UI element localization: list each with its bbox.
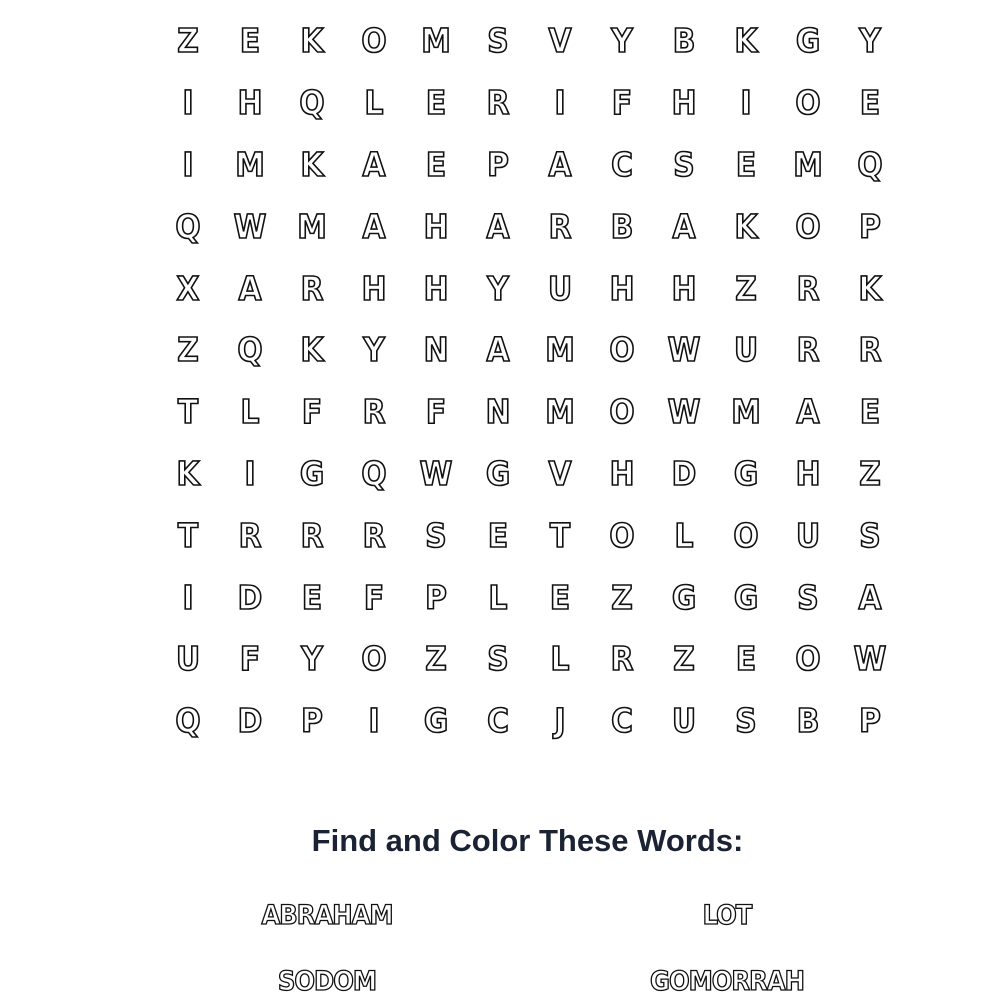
grid-letter[interactable]: O xyxy=(733,515,759,555)
grid-letter[interactable]: G xyxy=(671,577,697,617)
grid-letter[interactable]: W xyxy=(419,453,453,493)
grid-letter[interactable]: L xyxy=(240,392,260,432)
grid-letter[interactable]: Q xyxy=(175,701,201,741)
grid-letter[interactable]: H xyxy=(795,453,821,493)
word-gomorrah: GOMORRAH xyxy=(650,966,804,997)
grid-letter[interactable]: S xyxy=(797,577,819,617)
grid-letter[interactable]: E xyxy=(735,639,757,679)
grid-letter[interactable]: W xyxy=(667,392,701,432)
grid-letter[interactable]: R xyxy=(610,639,634,679)
grid-letter[interactable]: G xyxy=(485,453,511,493)
grid-letter[interactable]: T xyxy=(177,515,199,555)
grid-letter[interactable]: I xyxy=(740,83,752,123)
grid-letter[interactable]: N xyxy=(485,392,511,432)
grid-letter[interactable]: Z xyxy=(611,577,633,617)
grid-letter[interactable]: L xyxy=(364,83,384,123)
grid-letter[interactable]: E xyxy=(487,515,509,555)
grid-letter[interactable]: G xyxy=(733,577,759,617)
grid-letter[interactable]: S xyxy=(735,701,757,741)
grid-letter[interactable]: G xyxy=(299,453,325,493)
grid-letter[interactable]: R xyxy=(858,330,882,370)
grid-letter[interactable]: H xyxy=(671,83,697,123)
grid-letter[interactable]: R xyxy=(300,268,324,308)
grid-letter[interactable]: M xyxy=(297,206,327,246)
grid-letter[interactable]: O xyxy=(609,392,635,432)
grid-letter[interactable]: E xyxy=(301,577,323,617)
grid-letter[interactable]: I xyxy=(244,453,256,493)
grid-letter[interactable]: Z xyxy=(177,21,199,61)
grid-letter[interactable]: P xyxy=(859,206,881,246)
grid-letter[interactable]: H xyxy=(423,268,449,308)
grid-letter[interactable]: C xyxy=(487,701,509,741)
grid-letter[interactable]: Z xyxy=(859,453,881,493)
grid-letter[interactable]: Q xyxy=(237,330,263,370)
grid-letter[interactable]: B xyxy=(672,21,696,61)
grid-letter[interactable]: A xyxy=(858,577,882,617)
grid-letter[interactable]: K xyxy=(300,21,324,61)
grid-letter[interactable]: U xyxy=(547,268,573,308)
grid-letter[interactable]: E xyxy=(549,577,571,617)
grid-letter[interactable]: D xyxy=(237,577,263,617)
grid-letter[interactable]: V xyxy=(548,453,572,493)
grid-letter[interactable]: E xyxy=(239,21,261,61)
grid-letter[interactable]: O xyxy=(609,515,635,555)
grid-letter[interactable]: B xyxy=(610,206,634,246)
grid-letter[interactable]: I xyxy=(182,83,194,123)
grid-letter[interactable]: Z xyxy=(177,330,199,370)
grid-letter[interactable]: A xyxy=(486,206,510,246)
grid-letter[interactable]: A xyxy=(796,392,820,432)
grid-letter[interactable]: R xyxy=(486,83,510,123)
grid-letter[interactable]: K xyxy=(734,21,758,61)
grid-letter[interactable]: S xyxy=(487,21,509,61)
grid-letter[interactable]: F xyxy=(239,639,261,679)
word-abraham: ABRAHAM xyxy=(261,900,393,931)
grid-letter[interactable]: V xyxy=(548,21,572,61)
grid-letter[interactable]: F xyxy=(425,392,447,432)
grid-letter[interactable]: Z xyxy=(673,639,695,679)
grid-letter[interactable]: G xyxy=(733,453,759,493)
grid-letter[interactable]: B xyxy=(796,701,820,741)
grid-letter[interactable]: A xyxy=(238,268,262,308)
grid-letter[interactable]: A xyxy=(548,144,572,184)
grid-letter[interactable]: O xyxy=(795,639,821,679)
grid-letter[interactable]: M xyxy=(731,392,761,432)
grid-letter[interactable]: A xyxy=(672,206,696,246)
grid-letter[interactable]: P xyxy=(859,701,881,741)
grid-letter[interactable]: H xyxy=(237,83,263,123)
grid-letter[interactable]: P xyxy=(425,577,447,617)
grid-letter[interactable]: A xyxy=(362,144,386,184)
grid-letter[interactable]: H xyxy=(609,268,635,308)
grid-letter[interactable]: U xyxy=(671,701,697,741)
grid-letter[interactable]: K xyxy=(300,144,324,184)
word-lot: LOT xyxy=(702,900,752,931)
grid-letter[interactable]: L xyxy=(674,515,694,555)
grid-letter[interactable]: T xyxy=(177,392,199,432)
grid-letter[interactable]: K xyxy=(300,330,324,370)
grid-letter[interactable]: Y xyxy=(611,21,633,61)
grid-letter[interactable]: F xyxy=(301,392,323,432)
grid-letter[interactable]: E xyxy=(859,83,881,123)
grid-letter[interactable]: X xyxy=(176,268,200,308)
grid-letter[interactable]: P xyxy=(487,144,509,184)
grid-letter[interactable]: J xyxy=(554,701,566,741)
grid-letter[interactable]: W xyxy=(233,206,267,246)
grid-letter[interactable]: S xyxy=(859,515,881,555)
grid-letter[interactable]: M xyxy=(793,144,823,184)
grid-letter[interactable]: Y xyxy=(487,268,509,308)
grid-letter[interactable]: F xyxy=(363,577,385,617)
grid-letter[interactable]: Q xyxy=(175,206,201,246)
grid-letter[interactable]: Q xyxy=(299,83,325,123)
grid-letter[interactable]: C xyxy=(611,144,633,184)
grid-letter[interactable]: O xyxy=(795,206,821,246)
grid-letter[interactable]: H xyxy=(609,453,635,493)
grid-letter[interactable]: O xyxy=(795,83,821,123)
grid-letter[interactable]: N xyxy=(423,330,449,370)
grid-letter[interactable]: T xyxy=(549,515,571,555)
grid-letter[interactable]: R xyxy=(238,515,262,555)
word-sodom: SODOM xyxy=(277,966,377,997)
grid-letter[interactable]: U xyxy=(795,515,821,555)
grid-letter[interactable]: O xyxy=(361,639,387,679)
grid-letter[interactable]: D xyxy=(237,701,263,741)
grid-letter[interactable]: H xyxy=(361,268,387,308)
grid-letter[interactable]: R xyxy=(548,206,572,246)
grid-letter[interactable]: E xyxy=(425,83,447,123)
grid-letter[interactable]: E xyxy=(859,392,881,432)
grid-letter[interactable]: I xyxy=(554,83,566,123)
grid-letter[interactable]: H xyxy=(671,268,697,308)
grid-letter[interactable]: U xyxy=(733,330,759,370)
grid-letter[interactable]: D xyxy=(671,453,697,493)
grid-letter[interactable]: U xyxy=(175,639,201,679)
grid-letter[interactable]: K xyxy=(734,206,758,246)
word-list-heading: Find and Color These Words: xyxy=(311,823,744,858)
grid-letter[interactable]: W xyxy=(853,639,887,679)
grid-letter[interactable]: R xyxy=(796,330,820,370)
grid-letter[interactable]: O xyxy=(361,21,387,61)
grid-letter[interactable]: W xyxy=(667,330,701,370)
grid-letter[interactable]: Y xyxy=(301,639,323,679)
grid-letter[interactable]: M xyxy=(421,21,451,61)
grid-letter[interactable]: E xyxy=(425,144,447,184)
grid-letter[interactable]: Y xyxy=(363,330,385,370)
grid-letter[interactable]: Y xyxy=(859,21,881,61)
grid-letter[interactable]: S xyxy=(673,144,695,184)
grid-letter[interactable]: R xyxy=(300,515,324,555)
grid-letter[interactable]: A xyxy=(362,206,386,246)
grid-letter[interactable]: M xyxy=(545,392,575,432)
grid-letter[interactable]: P xyxy=(301,701,323,741)
grid-letter[interactable]: M xyxy=(545,330,575,370)
grid-letter[interactable]: R xyxy=(362,515,386,555)
grid-letter[interactable]: Z xyxy=(425,639,447,679)
grid-letter[interactable]: Q xyxy=(857,144,883,184)
grid-letter[interactable]: K xyxy=(858,268,882,308)
grid-letter[interactable]: O xyxy=(609,330,635,370)
grid-letter[interactable]: L xyxy=(488,577,508,617)
grid-letter[interactable]: S xyxy=(425,515,447,555)
grid-letter[interactable]: I xyxy=(368,701,380,741)
grid-letter[interactable]: Z xyxy=(735,268,757,308)
grid-letter[interactable]: S xyxy=(487,639,509,679)
grid-letter[interactable]: I xyxy=(182,144,194,184)
grid-letter[interactable]: L xyxy=(550,639,570,679)
grid-letter[interactable]: M xyxy=(235,144,265,184)
grid-letter[interactable]: I xyxy=(182,577,194,617)
grid-letter[interactable]: A xyxy=(486,330,510,370)
grid-letter[interactable]: R xyxy=(796,268,820,308)
grid-letter[interactable]: H xyxy=(423,206,449,246)
letter-grid xyxy=(157,10,901,752)
grid-letter[interactable]: F xyxy=(611,83,633,123)
grid-letter[interactable]: C xyxy=(611,701,633,741)
grid-letter[interactable]: G xyxy=(795,21,821,61)
grid-letter[interactable]: R xyxy=(362,392,386,432)
grid-letter[interactable]: K xyxy=(176,453,200,493)
grid-letter[interactable]: E xyxy=(735,144,757,184)
grid-letter[interactable]: G xyxy=(423,701,449,741)
grid-letter[interactable]: Q xyxy=(361,453,387,493)
